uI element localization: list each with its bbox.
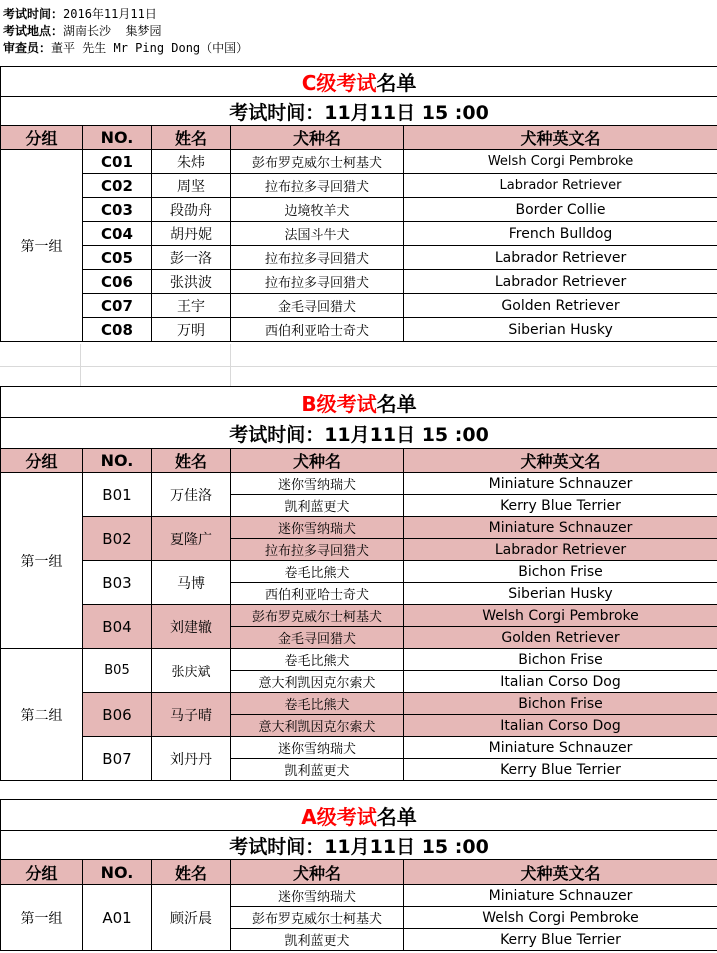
breed-cn: 迷你雪纳瑞犬 bbox=[231, 517, 404, 539]
breed-cn: 西伯利亚哈士奇犬 bbox=[231, 583, 404, 605]
breed-en: Miniature Schnauzer bbox=[404, 517, 717, 539]
breed-cn: 凯利蓝更犬 bbox=[231, 929, 404, 951]
breed-en: Bichon Frise bbox=[404, 649, 717, 671]
entry-no: C04 bbox=[83, 222, 152, 246]
breed-en: Border Collie bbox=[404, 198, 717, 222]
table-row bbox=[1, 150, 717, 174]
entry-no: B03 bbox=[83, 561, 152, 605]
breed-en: Welsh Corgi Pembroke bbox=[404, 150, 717, 174]
breed-en: Golden Retriever bbox=[404, 294, 717, 318]
breed-en: French Bulldog bbox=[404, 222, 717, 246]
col-group-header: 分组 bbox=[1, 126, 83, 150]
breed-cn: 拉布拉多寻回猎犬 bbox=[231, 174, 404, 198]
breed-en: Bichon Frise bbox=[404, 693, 717, 715]
b-exam-time: 考试时间：11月11日 15 :00 bbox=[1, 418, 717, 449]
col-breed-en-header: 犬种英文名 bbox=[404, 449, 717, 473]
col-breed-cn-header: 犬种名 bbox=[231, 126, 404, 150]
table-row bbox=[1, 737, 717, 759]
col-no-header: NO. bbox=[83, 449, 152, 473]
table-row bbox=[1, 649, 717, 671]
breed-cn: 卷毛比熊犬 bbox=[231, 649, 404, 671]
breed-cn: 卷毛比熊犬 bbox=[231, 561, 404, 583]
entry-no: B01 bbox=[83, 473, 152, 517]
table-row bbox=[1, 246, 717, 270]
handler-name: 顾沂晨 bbox=[152, 885, 231, 951]
exam-time-value: 2016年11月11日 bbox=[63, 7, 157, 21]
exam-place-label: 考试地点： bbox=[3, 24, 64, 38]
table-row bbox=[1, 294, 717, 318]
handler-name: 王宇 bbox=[152, 294, 231, 318]
breed-cn: 西伯利亚哈士奇犬 bbox=[231, 318, 404, 342]
handler-name: 万佳洛 bbox=[152, 473, 231, 517]
b-level-table bbox=[0, 386, 717, 781]
col-breed-cn-header: 犬种名 bbox=[231, 449, 404, 473]
entry-no: A01 bbox=[83, 885, 152, 951]
entry-no: B04 bbox=[83, 605, 152, 649]
group-cell: 第一组 bbox=[1, 473, 83, 649]
breed-cn: 拉布拉多寻回猎犬 bbox=[231, 246, 404, 270]
table-row bbox=[1, 222, 717, 246]
handler-name: 朱炜 bbox=[152, 150, 231, 174]
breed-cn: 凯利蓝更犬 bbox=[231, 759, 404, 781]
handler-name: 马博 bbox=[152, 561, 231, 605]
col-breed-cn-header: 犬种名 bbox=[231, 860, 404, 885]
handler-name: 彭一洛 bbox=[152, 246, 231, 270]
col-breed-en-header: 犬种英文名 bbox=[404, 860, 717, 885]
breed-en: Italian Corso Dog bbox=[404, 671, 717, 693]
breed-en: Miniature Schnauzer bbox=[404, 737, 717, 759]
breed-en: Kerry Blue Terrier bbox=[404, 929, 717, 951]
entry-no: B07 bbox=[83, 737, 152, 781]
breed-en: Miniature Schnauzer bbox=[404, 473, 717, 495]
breed-en: Siberian Husky bbox=[404, 318, 717, 342]
breed-cn: 彭布罗克威尔士柯基犬 bbox=[231, 150, 404, 174]
entry-no: C03 bbox=[83, 198, 152, 222]
entry-no: B02 bbox=[83, 517, 152, 561]
breed-en: Labrador Retriever bbox=[404, 174, 717, 198]
breed-en: Labrador Retriever bbox=[404, 539, 717, 561]
col-breed-en-header: 犬种英文名 bbox=[404, 126, 717, 150]
handler-name: 段劭舟 bbox=[152, 198, 231, 222]
a-level-title: A级考试名单 bbox=[1, 800, 717, 831]
col-group-header: 分组 bbox=[1, 860, 83, 885]
table-row bbox=[1, 198, 717, 222]
handler-name: 万明 bbox=[152, 318, 231, 342]
breed-en: Welsh Corgi Pembroke bbox=[404, 605, 717, 627]
breed-en: Welsh Corgi Pembroke bbox=[404, 907, 717, 929]
gridline bbox=[0, 366, 717, 367]
gridline bbox=[80, 344, 81, 386]
judge-label: 审查员： bbox=[3, 41, 52, 55]
judge-line bbox=[3, 41, 248, 56]
entry-no: C02 bbox=[83, 174, 152, 198]
c-column-header-row bbox=[1, 126, 717, 150]
exam-time-label: 考试时间： bbox=[3, 7, 64, 21]
c-level-table bbox=[0, 66, 717, 342]
a-level-table bbox=[0, 799, 717, 951]
entry-no: B06 bbox=[83, 693, 152, 737]
exam-place-value: 湖南长沙 集梦园 bbox=[63, 24, 162, 38]
b-column-header-row bbox=[1, 449, 717, 473]
breed-en: Miniature Schnauzer bbox=[404, 885, 717, 907]
entry-no: C05 bbox=[83, 246, 152, 270]
col-name-header: 姓名 bbox=[152, 449, 231, 473]
table-row bbox=[1, 318, 717, 342]
breed-cn: 迷你雪纳瑞犬 bbox=[231, 737, 404, 759]
a-column-header-row bbox=[1, 860, 717, 885]
breed-en: Kerry Blue Terrier bbox=[404, 759, 717, 781]
entry-no: C07 bbox=[83, 294, 152, 318]
breed-en: Italian Corso Dog bbox=[404, 715, 717, 737]
table-row bbox=[1, 517, 717, 539]
table-row bbox=[1, 561, 717, 583]
handler-name: 张洪波 bbox=[152, 270, 231, 294]
b-level-title: B级考试名单 bbox=[1, 387, 717, 418]
handler-name: 刘丹丹 bbox=[152, 737, 231, 781]
breed-cn: 凯利蓝更犬 bbox=[231, 495, 404, 517]
breed-cn: 意大利凯因克尔索犬 bbox=[231, 671, 404, 693]
exam-time-line bbox=[3, 7, 157, 22]
breed-en: Bichon Frise bbox=[404, 561, 717, 583]
group-cell: 第二组 bbox=[1, 649, 83, 781]
breed-cn: 金毛寻回猎犬 bbox=[231, 627, 404, 649]
col-group-header: 分组 bbox=[1, 449, 83, 473]
breed-en: Golden Retriever bbox=[404, 627, 717, 649]
a-exam-time: 考试时间：11月11日 15 :00 bbox=[1, 831, 717, 860]
breed-en: Labrador Retriever bbox=[404, 270, 717, 294]
gridline bbox=[230, 344, 231, 386]
table-row bbox=[1, 885, 717, 907]
table-row bbox=[1, 270, 717, 294]
handler-name: 周坚 bbox=[152, 174, 231, 198]
breed-cn: 边境牧羊犬 bbox=[231, 198, 404, 222]
breed-cn: 卷毛比熊犬 bbox=[231, 693, 404, 715]
handler-name: 胡丹妮 bbox=[152, 222, 231, 246]
breed-cn: 迷你雪纳瑞犬 bbox=[231, 885, 404, 907]
handler-name: 马子晴 bbox=[152, 693, 231, 737]
handler-name: 张庆斌 bbox=[152, 649, 231, 693]
c-exam-time: 考试时间：11月11日 15 :00 bbox=[1, 97, 717, 126]
table-row bbox=[1, 693, 717, 715]
exam-place-line bbox=[3, 24, 161, 39]
judge-value: 董平 先生 Mr Ping Dong（中国） bbox=[51, 41, 249, 55]
col-no-header: NO. bbox=[83, 126, 152, 150]
col-name-header: 姓名 bbox=[152, 126, 231, 150]
breed-en: Kerry Blue Terrier bbox=[404, 495, 717, 517]
table-row bbox=[1, 174, 717, 198]
handler-name: 刘建辙 bbox=[152, 605, 231, 649]
table-row bbox=[1, 473, 717, 495]
group-cell: 第一组 bbox=[1, 885, 83, 951]
breed-cn: 拉布拉多寻回猎犬 bbox=[231, 539, 404, 561]
table-row bbox=[1, 605, 717, 627]
col-name-header: 姓名 bbox=[152, 860, 231, 885]
entry-no: B05 bbox=[83, 649, 152, 693]
breed-en: Siberian Husky bbox=[404, 583, 717, 605]
breed-cn: 彭布罗克威尔士柯基犬 bbox=[231, 605, 404, 627]
breed-cn: 彭布罗克威尔士柯基犬 bbox=[231, 907, 404, 929]
breed-en: Labrador Retriever bbox=[404, 246, 717, 270]
group-cell: 第一组 bbox=[1, 150, 83, 342]
entry-no: C08 bbox=[83, 318, 152, 342]
entry-no: C01 bbox=[83, 150, 152, 174]
col-no-header: NO. bbox=[83, 860, 152, 885]
breed-cn: 法国斗牛犬 bbox=[231, 222, 404, 246]
breed-cn: 拉布拉多寻回猎犬 bbox=[231, 270, 404, 294]
handler-name: 夏隆广 bbox=[152, 517, 231, 561]
breed-cn: 迷你雪纳瑞犬 bbox=[231, 473, 404, 495]
entry-no: C06 bbox=[83, 270, 152, 294]
breed-cn: 意大利凯因克尔索犬 bbox=[231, 715, 404, 737]
c-level-title: C级考试名单 bbox=[1, 67, 717, 97]
breed-cn: 金毛寻回猎犬 bbox=[231, 294, 404, 318]
